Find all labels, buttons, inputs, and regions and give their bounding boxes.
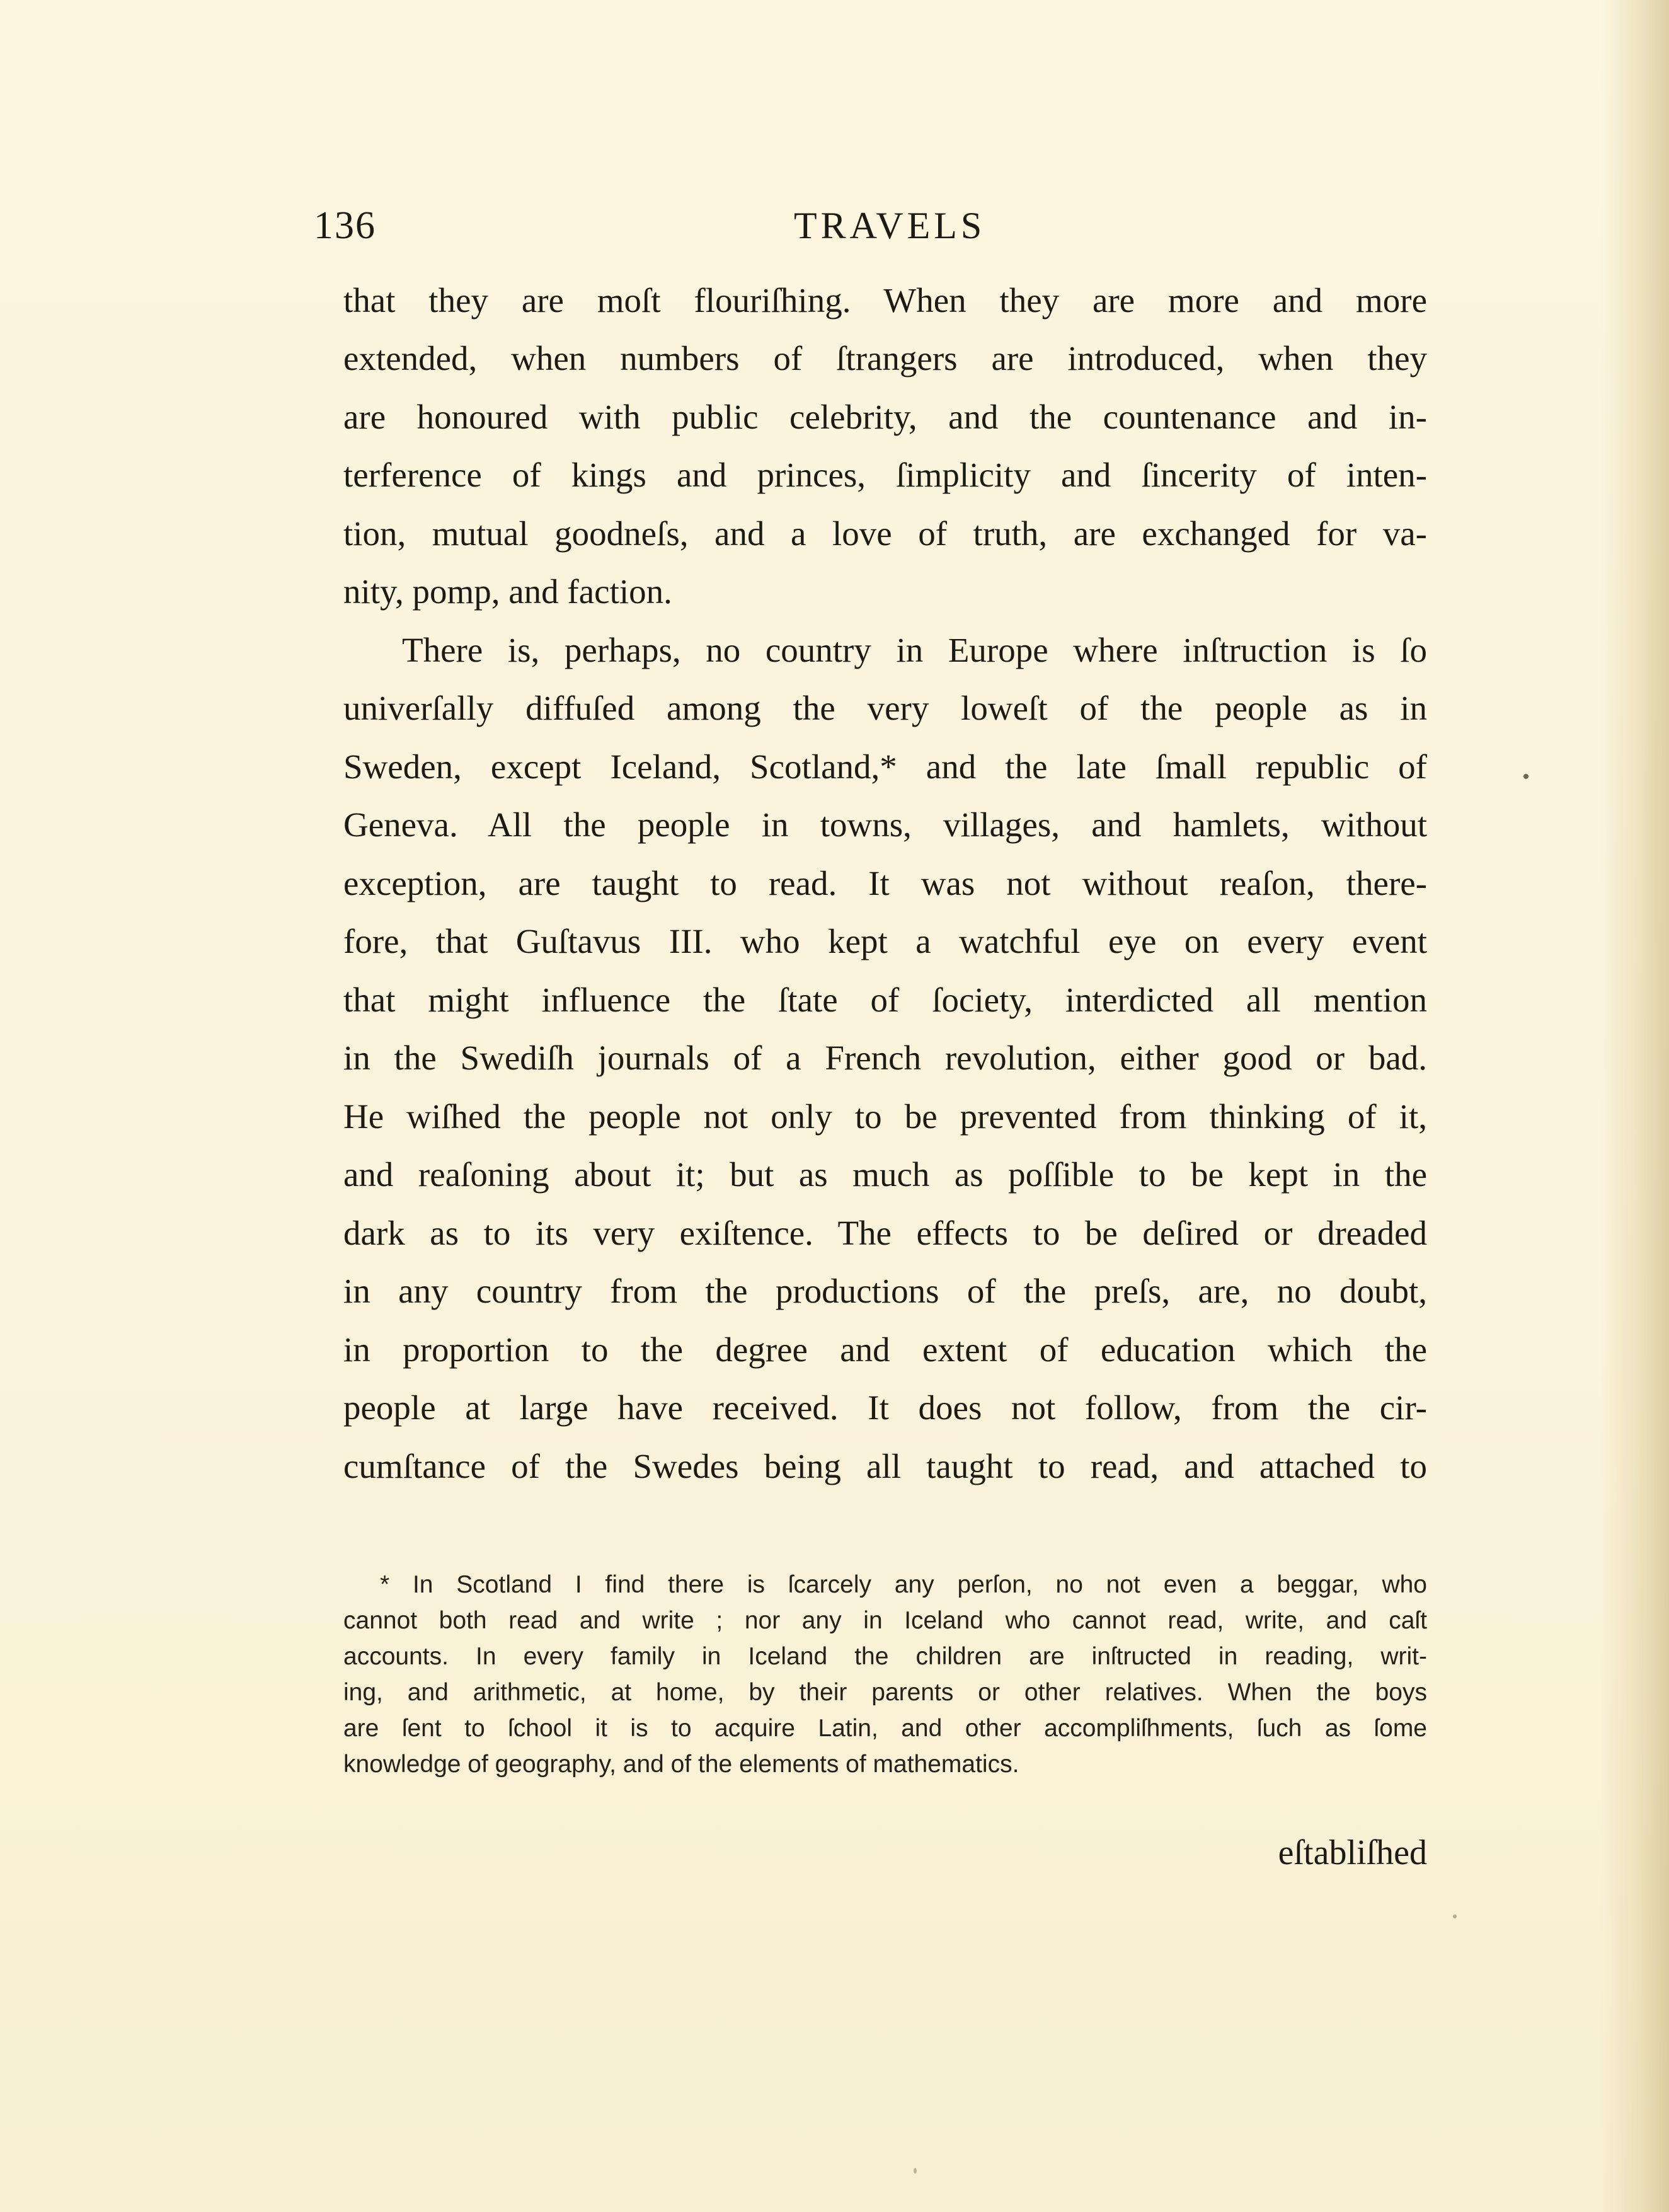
ink-speck [1523,774,1528,779]
text-line: fore, that Guſtavus III. who kept a watchful eye on every event [343,922,1427,960]
text-line: terference of kings and princes, ſimplicity and ſincerity of inten- [343,456,1427,494]
footnote-line: ing, and arithmetic, at home, by their parents or other relatives. When the boys [343,1679,1427,1706]
text-line: in the Swediſh journals of a French revolution, either good or bad. [343,1039,1427,1077]
text-line: people at large have received. It does not follow, from the cir- [343,1388,1427,1427]
footnote-line: * In Scotland I find there is ſcarcely any perſon, no not even a beggar, who [380,1571,1427,1598]
footnote-line: cannot both read and write ; nor any in Iceland who cannot read, write, and caſt [343,1607,1427,1634]
ink-speck [914,2168,917,2174]
text-line: There is, perhaps, no country in Europe where inſtruction is ſo [402,631,1427,669]
text-line: in any country from the productions of the preſs, are, no doubt, [343,1272,1427,1310]
text-line: cumſtance of the Swedes being all taught to read, and attached to [343,1447,1427,1485]
text-line: in proportion to the degree and extent of education which the [343,1330,1427,1369]
ink-speck [1453,1915,1457,1918]
text-line: that they are moſt flouriſhing. When they are more and more [343,281,1427,320]
text-line: that might influence the ſtate of ſociety, interdicted all mention [343,981,1427,1019]
text-line: exception, are taught to read. It was not without reaſon, there- [343,864,1427,902]
text-line: Geneva. All the people in towns, villages, and hamlets, without [343,805,1427,844]
footnote-line: knowledge of geography, and of the elements of mathematics. [343,1751,1019,1778]
text-line: tion, mutual goodneſs, and a love of truth, are exchanged for va- [343,514,1427,553]
text-line: are honoured with public celebrity, and the countenance and in- [343,398,1427,436]
text-line: He wiſhed the people not only to be prevented from thinking of it, [343,1097,1427,1136]
text-line: and reaſoning about it; but as much as poſſible to be kept in the [343,1155,1427,1194]
text-line: dark as to its very exiſtence. The effects to be deſired or dreaded [343,1214,1427,1252]
text-line: extended, when numbers of ſtrangers are introduced, when they [343,339,1427,377]
page-number: 136 [314,204,376,247]
text-line: Sweden, except Iceland, Scotland,* and the late ſmall republic of [343,747,1427,786]
text-line: univerſally diffuſed among the very loweſt of the people as in [343,689,1427,727]
catchword: eſtabliſhed [1278,1833,1427,1872]
text-line: nity, pomp, and faction. [343,572,672,611]
running-title: TRAVELS [794,205,986,246]
footnote-line: are ſent to ſchool it is to acquire Latin, and other accompliſhments, ſuch as ſome [343,1715,1427,1742]
footnote-line: accounts. In every family in Iceland the children are inſtructed in reading, writ- [343,1643,1427,1670]
